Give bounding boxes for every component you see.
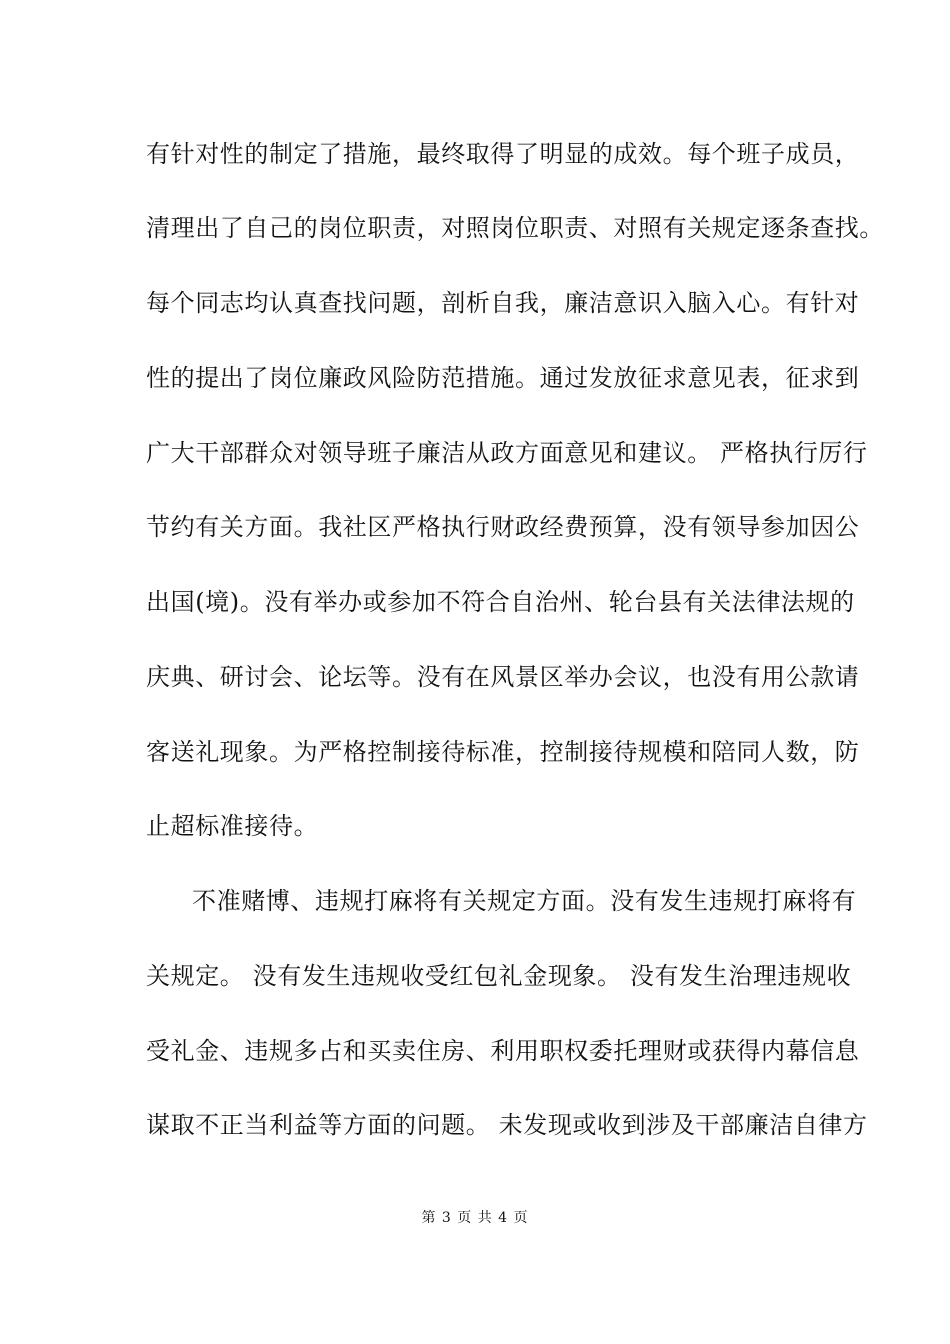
body-text-line: 性的提出了岗位廉政风险防范措施。通过发放征求意见表，征求到: [146, 364, 860, 392]
body-text-line: 每个同志均认真查找问题，剖析自我，廉洁意识入脑入心。有针对: [146, 289, 860, 317]
body-text-line: 受礼金、违规多占和买卖住房、利用职权委托理财或获得内幕信息: [146, 1037, 860, 1065]
body-text-line: 广大干部群众对领导班子廉洁从政方面意见和建议。 严格执行厉行: [146, 439, 868, 467]
body-text-line: 关规定。 没有发生违规收受红包礼金现象。 没有发生治理违规收: [146, 962, 852, 990]
body-text-line: 清理出了自己的岗位职责，对照岗位职责、对照有关规定逐条查找。: [146, 214, 884, 242]
body-text-line: 止超标准接待。: [146, 812, 319, 840]
body-text-line: 谋取不正当利益等方面的问题。 未发现或收到涉及干部廉洁自律方: [146, 1111, 868, 1139]
body-text-line: 节约有关方面。我社区严格执行财政经费预算，没有领导参加因公: [146, 513, 860, 541]
body-text-line: 有针对性的制定了措施，最终取得了明显的成效。每个班子成员，: [146, 140, 860, 168]
paragraph-first-line: 不准赌博、违规打麻将有关规定方面。没有发生违规打麻将有: [192, 887, 857, 915]
body-text-line: 客送礼现象。为严格控制接待标准，控制接待规模和陪同人数，防: [146, 738, 860, 766]
body-text-line: 庆典、研讨会、论坛等。没有在风景区举办会议，也没有用公款请: [146, 663, 860, 691]
page-number-footer: 第 3 页 共 4 页: [421, 1210, 529, 1226]
body-text-line: 出国(境)。没有举办或参加不符合自治州、轮台县有关法律法规的: [146, 588, 855, 616]
